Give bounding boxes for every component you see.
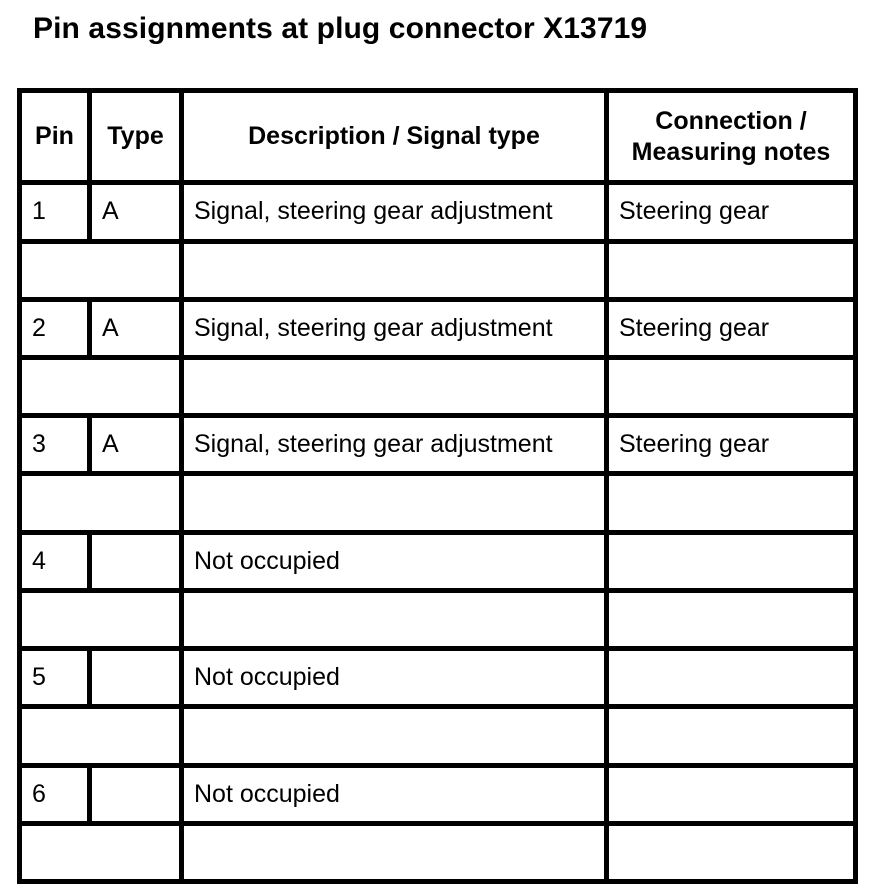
type-cell (90, 532, 182, 590)
spacer-cell (607, 358, 856, 416)
header-connection-line1: Connection / (655, 106, 807, 135)
header-type: Type (90, 91, 182, 183)
spacer-cell (182, 241, 607, 299)
description-cell: Signal, steering gear adjustment (182, 416, 607, 474)
description-cell: Signal, steering gear adjustment (182, 183, 607, 241)
pin-assignment-table (17, 88, 858, 884)
description-cell: Not occupied (182, 532, 607, 590)
header-description: Description / Signal type (182, 91, 607, 183)
spacer-cell (182, 823, 607, 881)
connection-cell (607, 765, 856, 823)
spacer-cell (607, 707, 856, 765)
pin-cell: 5 (20, 649, 90, 707)
pin-cell: 3 (20, 416, 90, 474)
type-cell: A (90, 416, 182, 474)
connection-cell: Steering gear (607, 416, 856, 474)
header-connection (607, 91, 856, 183)
type-cell: A (90, 183, 182, 241)
header-pin: Pin (20, 91, 90, 183)
spacer-row (20, 823, 856, 881)
table-row (20, 299, 856, 357)
connection-cell: Steering gear (607, 299, 856, 357)
description-cell: Not occupied (182, 649, 607, 707)
connection-cell: Steering gear (607, 183, 856, 241)
spacer-row (20, 707, 856, 765)
spacer-cell (607, 590, 856, 648)
spacer-cell (182, 474, 607, 532)
spacer-cell (20, 707, 182, 765)
type-cell (90, 765, 182, 823)
spacer-cell (20, 358, 182, 416)
table-row (20, 416, 856, 474)
spacer-cell (607, 823, 856, 881)
table-row (20, 765, 856, 823)
spacer-cell (607, 241, 856, 299)
description-cell: Not occupied (182, 765, 607, 823)
table-header-row (20, 91, 856, 183)
pin-cell: 4 (20, 532, 90, 590)
spacer-cell (182, 707, 607, 765)
spacer-cell (20, 823, 182, 881)
table-row (20, 532, 856, 590)
pin-cell: 2 (20, 299, 90, 357)
table-row (20, 183, 856, 241)
spacer-row (20, 474, 856, 532)
spacer-cell (20, 590, 182, 648)
spacer-cell (20, 241, 182, 299)
spacer-row (20, 241, 856, 299)
connection-cell (607, 649, 856, 707)
page-title: Pin assignments at plug connector X13719 (33, 12, 648, 45)
type-cell (90, 649, 182, 707)
spacer-row (20, 590, 856, 648)
spacer-cell (20, 474, 182, 532)
spacer-cell (607, 474, 856, 532)
pin-cell: 1 (20, 183, 90, 241)
description-cell: Signal, steering gear adjustment (182, 299, 607, 357)
spacer-cell (182, 590, 607, 648)
table-row (20, 649, 856, 707)
connection-cell (607, 532, 856, 590)
pin-cell: 6 (20, 765, 90, 823)
header-connection-line2: Measuring notes (631, 137, 831, 166)
spacer-cell (182, 358, 607, 416)
spacer-row (20, 358, 856, 416)
type-cell: A (90, 299, 182, 357)
